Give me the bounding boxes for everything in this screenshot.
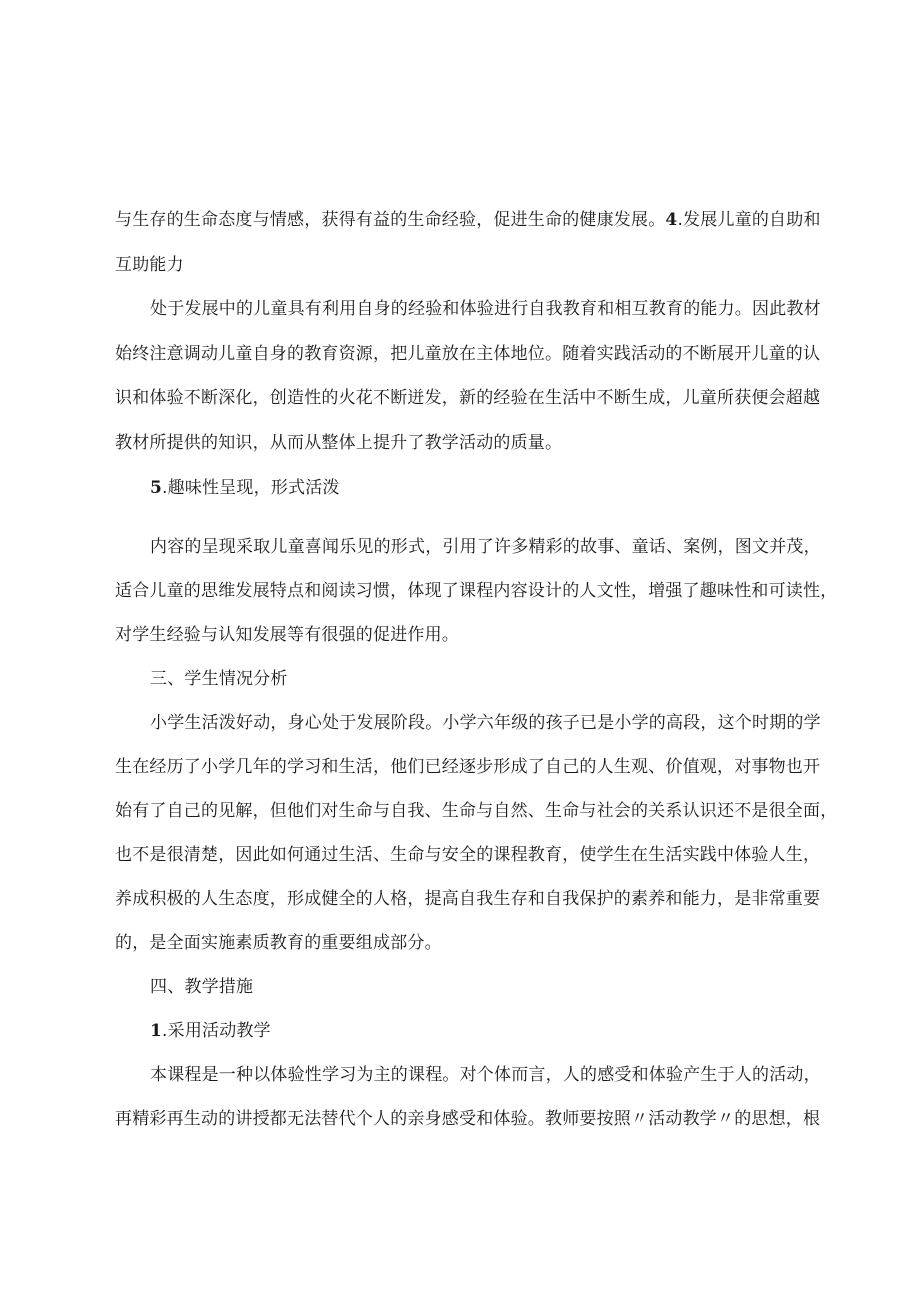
section-heading-continuation: 互助能力 (115, 255, 184, 275)
paragraph-line: 本课程是一种以体验性学习为主的课程。对个体而言，人的感受和体验产生于人的活动， (150, 1065, 821, 1085)
paragraph-line: 小学生活泼好动，身心处于发展阶段。小学六年级的孩子已是小学的高段，这个时期的学 (150, 713, 821, 733)
paragraph-line: 识和体验不断深化，创造性的火花不断迸发，新的经验在生活中不断生成，儿童所获便会超越 (115, 388, 821, 408)
section-title: .趣味性呈现，形式活泼 (162, 478, 340, 498)
section-heading: .发展儿童的自助和 (677, 210, 821, 230)
paragraph-line: 对学生经验与认知发展等有很强的促进作用。 (115, 625, 459, 645)
paragraph-line: 再精彩再生动的讲授都无法替代个人的亲身感受和体验。教师要按照〃活动教学〃的思想，根 (115, 1109, 821, 1129)
paragraph-line: 始终注意调动儿童自身的教育资源，把儿童放在主体地位。随着实践活动的不断展开儿童的认 (115, 344, 821, 364)
line-text: 与生存的生命态度与情感，获得有益的生命经验，促进生命的健康发展。 (115, 210, 666, 230)
paragraph-line: 的，是全面实施素质教育的重要组成部分。 (115, 933, 442, 953)
section-heading (150, 1019, 815, 1043)
paragraph-line: 始有了自己的见解，但他们对生命与自我、生命与自然、生命与社会的关系认识还不是很全面， (115, 801, 838, 821)
paragraph-line: 养成积极的人生态度，形成健全的人格，提高自我生存和自我保护的素养和能力，是非常重要 (115, 889, 821, 909)
section-title: .采用活动教学 (162, 1021, 271, 1041)
section-heading: 四、教学措施 (150, 977, 254, 997)
paragraph-line: 教材所提供的知识，从而从整体上提升了教学活动的质量。 (115, 433, 563, 453)
section-heading: 三、学生情况分析 (150, 669, 288, 689)
paragraph-line: 处于发展中的儿童具有利用自身的经验和体验进行自我教育和相互教育的能力。因此教材 (150, 299, 821, 319)
paragraph-line: 生在经历了小学几年的学习和生活，他们已经逐步形成了自己的人生观、价值观，对事物也开 (115, 757, 821, 777)
section-number: 1 (150, 1021, 163, 1041)
paragraph-line: 内容的呈现采取儿童喜闻乐见的形式，引用了许多精彩的故事、童话、案例，图文并茂， (150, 537, 821, 557)
paragraph-line: 适合儿童的思维发展特点和阅读习惯，体现了课程内容设计的人文性，增强了趣味性和可读性， (115, 581, 838, 601)
section-number: 4 (665, 210, 678, 230)
section-heading (150, 476, 815, 500)
section-number: 5 (150, 478, 163, 498)
paragraph-line (115, 208, 821, 232)
paragraph-line: 也不是很清楚，因此如何通过生活、生命与安全的课程教育，使学生在生活实践中体验人生， (115, 845, 821, 865)
